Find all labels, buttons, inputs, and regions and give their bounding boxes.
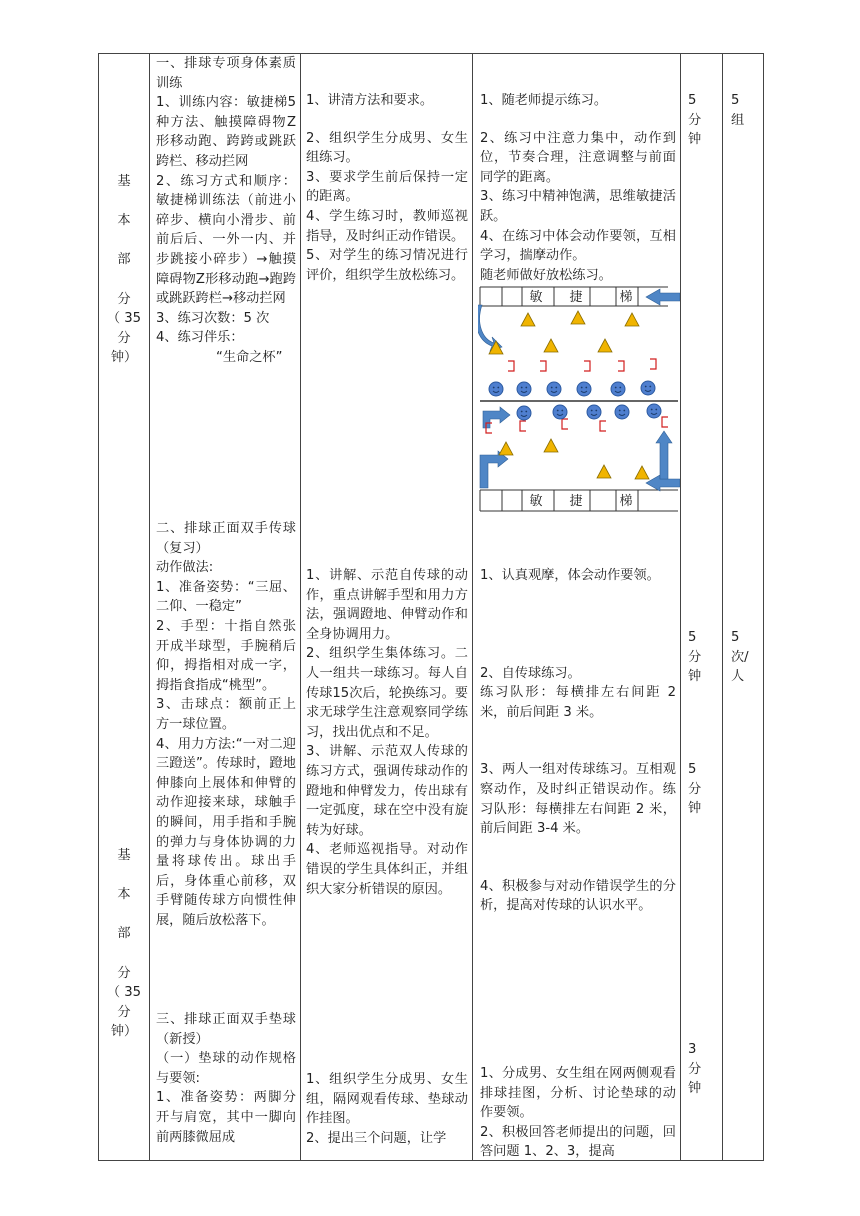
teacher-part-1 (306, 91, 468, 285)
teacher-part-2 (306, 566, 468, 899)
student-line: 2、积极回答老师提出的问题，回答问题 1、2、3，提高 (480, 1124, 676, 1160)
count-value: 5 组 (731, 93, 745, 128)
time-value: 5 分 钟 (688, 93, 702, 148)
teacher-line: 2、组织学生分成男、女生组练习。 (306, 130, 468, 166)
student-faces-row-2 (517, 404, 661, 420)
arrow-up-icon (656, 431, 672, 479)
content-line: 2、手型：十指自然张开成半球型，手腕稍后仰，拇指相对成一字，拇指食指成“桃型”。 (156, 618, 296, 693)
column-divider (149, 53, 150, 1161)
student-line: 4、在练习中体会动作要领，互相学习，揣摩动作。 (480, 228, 676, 264)
content-line: 3、击球点：额前正上方一球位置。 (156, 697, 296, 732)
teacher-part-3 (306, 1070, 468, 1148)
ladder-char: 梯 (619, 290, 633, 305)
teacher-line: 1、讲解、示范自传球的动作，重点讲解手型和用力方法，强调蹬地、伸臂动作和全身协调用力。 (306, 568, 468, 642)
student-part-1 (480, 91, 676, 285)
arrow-right-icon (483, 407, 510, 428)
teacher-line: 3、讲解、示范双人传球的练习方式，强调传球动作的蹬地和伸臂发力，传出球有一定弧度，球在空中没有旋转为好球。 (306, 744, 468, 838)
formation-diagram (478, 283, 680, 515)
ladder-char: 捷 (569, 494, 583, 509)
content-part-3 (156, 1010, 296, 1147)
content-part-1 (156, 54, 296, 368)
cones (489, 311, 649, 479)
section-label: 基 本 部 分 （ 35 分 钟） (106, 848, 142, 1040)
teacher-line: 3、要求学生前后保持一定的距离。 (306, 169, 468, 205)
column-divider (300, 53, 301, 1161)
student-line: 随老师做好放松练习。 (480, 267, 612, 283)
count-value: 5 次/ 人 (731, 630, 749, 685)
student-part-2 (480, 566, 676, 916)
student-line: 3、两人一组对传球练习。互相观察动作，及时纠正错误动作。练习队形：每横排左右间距 2 米，前后间距 3-4 米。 (480, 762, 676, 837)
agility-ladder-top (480, 287, 668, 306)
content-line: （一）垫球的动作规格与要领: (156, 1051, 296, 1086)
student-line: 3、练习中精神饱满，思维敏捷活跃。 (480, 189, 676, 224)
content-line: 1、准备姿势：“三屈、二仰、一稳定” (156, 579, 296, 615)
content-heading: 三、排球正面双手垫球（新授） (156, 1012, 296, 1047)
ladder-char: 梯 (619, 494, 633, 509)
content-line: 动作做法: (156, 560, 214, 576)
content-line: “生命之杯” (216, 349, 283, 365)
column-divider (722, 53, 723, 1161)
teacher-line: 5、对学生的练习情况进行评价，组织学生放松练习。 (306, 248, 468, 283)
student-part-3 (480, 1064, 676, 1162)
content-line: 4、用力方法:“一对二迎三蹬送”。传球时，蹬地伸膝向上展体和伸臂的动作迎接来球，球触手的瞬间，用手指和手腕的弹力与身体协调的力量将球传出。球出手后，身体重心前移，双手臂随传球方向惯性伸展，随后放松落下。 (156, 736, 296, 928)
teacher-line: 2、提出三个问题，让学 (306, 1130, 447, 1146)
content-heading: 一、排球专项身体素质训练 (156, 56, 296, 91)
content-line: 4、练习伴乐： (156, 330, 244, 346)
content-heading: 二、排球正面双手传球（复习） (156, 521, 296, 556)
time-value: 5 分 钟 (688, 762, 702, 817)
arrow-curve-icon (478, 305, 502, 351)
student-faces-row-1 (489, 381, 655, 396)
teacher-line: 4、老师巡视指导。对动作错误的学生具体纠正，并组织大家分析错误的原因。 (306, 842, 468, 897)
column-divider (472, 53, 473, 1161)
student-line: 练习队形：每横排左右间距 2 米，前后间距 3 米。 (480, 685, 676, 720)
agility-ladder-bottom (480, 490, 678, 511)
content-line: 1、准备姿势：两脚分开与肩宽，其中一脚向前两膝微屈成 (156, 1090, 296, 1145)
student-line: 4、积极参与对动作错误学生的分析，提高对传球的认识水平。 (480, 878, 676, 914)
content-line: 2、练习方式和顺序：敏捷梯训练法（前进小碎步、横向小滑步、前前后后、一外一内、并步跳接小碎步）→触摸障碍物Z形移动跑→跑跨或跳跃跨栏→移动拦网 (156, 173, 296, 307)
column-divider (680, 53, 681, 1161)
hurdle-markers (486, 359, 668, 433)
teacher-line: 2、组织学生集体练习。二人一组共一球练习。每人自传球15次后，轮换练习。要求无球学生注意观察同学练习，找出优点和不足。 (306, 646, 468, 740)
time-value: 3 分 钟 (688, 1042, 702, 1097)
arrow-left-icon (646, 289, 680, 305)
ladder-char: 敏 (529, 290, 543, 305)
student-line: 1、认真观摩，体会动作要领。 (480, 568, 660, 583)
teacher-line: 1、讲清方法和要求。 (306, 93, 434, 108)
teacher-line: 1、组织学生分成男、女生组，隔网观看传球、垫球动作挂图。 (306, 1072, 468, 1127)
content-line: 1、训练内容：敏捷梯5种方法、触摸障碍物Z形移动跑、跨跨或跳跃跨栏、移动拦网 (156, 95, 296, 169)
section-label: 基 本 部 分 （ 35 分 钟） (106, 174, 142, 366)
arrow-right-icon (480, 451, 508, 488)
student-line: 1、分成男、女生组在网两侧观看排球挂图，分析、讨论垫球的动作要领。 (480, 1066, 676, 1121)
teacher-line: 4、学生练习时，教师巡视指导，及时纠正动作错误。 (306, 208, 468, 244)
content-line: 3、练习次数：5 次 (156, 310, 270, 326)
time-value: 5 分 钟 (688, 630, 702, 685)
student-line: 2、练习中注意力集中，动作到位，节奏合理，注意调整与前面同学的距离。 (480, 130, 676, 185)
student-line: 2、自传球练习。 (480, 665, 581, 681)
ladder-char: 敏 (529, 494, 543, 509)
content-part-2 (156, 519, 296, 930)
student-line: 1、随老师提示练习。 (480, 93, 608, 108)
ladder-char: 捷 (569, 290, 583, 305)
